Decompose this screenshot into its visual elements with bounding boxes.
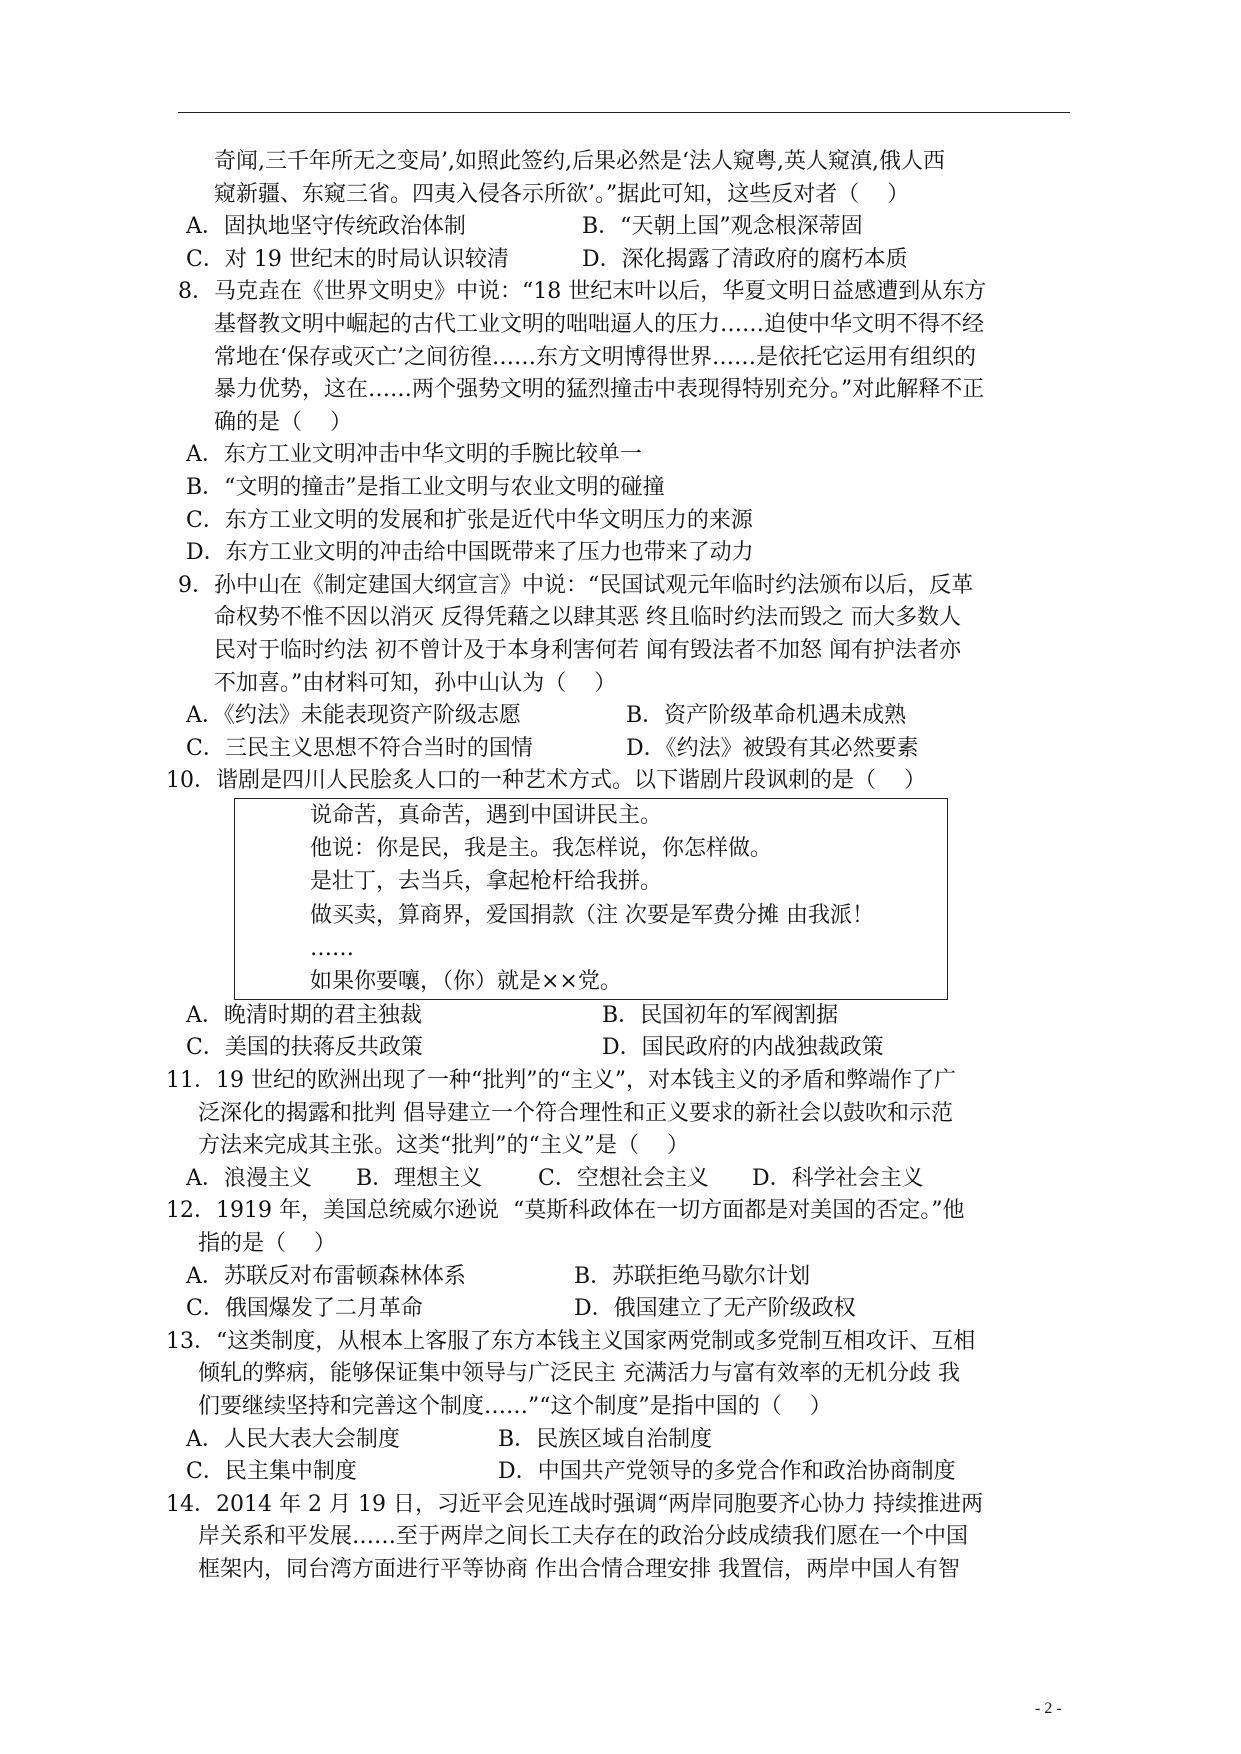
text-line: 们要继续坚持和完善这个制度……”“这个制度”是指中国的（ ） xyxy=(198,1394,832,1419)
exam-page xyxy=(166,146,1078,1587)
option-d: D．国民政府的内战独裁政策 xyxy=(602,1035,884,1061)
text-line: 暴力优势，这在……两个强势文明的猛烈撞击中表现得特别充分。”对此解释不正 xyxy=(214,377,985,403)
option-d: D．深化揭露了清政府的腐朽本质 xyxy=(582,246,908,272)
quote-line: 他说：你是民，我是主。我怎样说，你怎样做。 xyxy=(310,836,773,862)
question-stem: 10．谐剧是四川人民脍炙人口的一种艺术方式。以下谐剧片段讽刺的是（ ） xyxy=(166,768,926,794)
options-row xyxy=(178,211,1078,244)
page-number: - 2 - xyxy=(1035,1700,1062,1717)
text-line: 方法来完成其主张。这类“批判”的“主义”是（ ） xyxy=(198,1133,689,1159)
options-row xyxy=(178,1163,1078,1196)
question-stem: 11．19 世纪的欧洲出现了一种“批判”的“主义”，对本钱主义的矛盾和弊端作了广 xyxy=(166,1068,956,1094)
question-stem: 12．1919 年，美国总统威尔逊说 “莫斯科政体在一切方面都是对美国的否定。”他 xyxy=(166,1198,965,1224)
options-row xyxy=(178,1424,1078,1457)
question-stem: 8．马克垚在《世界文明史》中说：“18 世纪末叶以后，华夏文明日益感遭到从东方 xyxy=(178,279,987,305)
option-d: D．《约法》被毁有其必然要素 xyxy=(626,735,919,761)
option-c: C．空想社会主义 xyxy=(538,1165,709,1191)
option-c: C．美国的扶蒋反共政策 xyxy=(186,1035,423,1061)
options-row xyxy=(178,1456,1078,1489)
options-row xyxy=(178,1293,1078,1326)
question-12 xyxy=(166,1195,1078,1325)
text-line: 窥新疆、东窥三省。四夷入侵各示所欲’。”据此可知，这些反对者（ ） xyxy=(214,181,910,207)
option-d: D．中国共产党领导的多党合作和政治协商制度 xyxy=(498,1459,956,1485)
question-13 xyxy=(166,1326,1078,1489)
option-d: D．东方工业文明的冲击给中国既带来了压力也带来了动力 xyxy=(186,540,754,566)
question-stem: 13．“这类制度，从根本上客服了东方本钱主义国家两党制或多党制互相攻讦、互相 xyxy=(166,1328,976,1354)
options-row xyxy=(178,733,1078,766)
text-line: 确的是（ ） xyxy=(214,409,352,435)
options-row xyxy=(178,700,1078,733)
question-14 xyxy=(166,1489,1078,1587)
text-line: 岸关系和平发展……至于两岸之间长工夫存在的政治分歧成绩我们愿在一个中国 xyxy=(198,1524,969,1550)
option-d: D．俄国建立了无产阶级政权 xyxy=(574,1296,856,1322)
text-line: 框架内，同台湾方面进行平等协商 作出合情合理安排 我置信，两岸中国人有智 xyxy=(198,1556,960,1582)
quote-line: …… xyxy=(310,936,354,962)
option-b: B．苏联拒绝马歇尔计划 xyxy=(574,1263,811,1289)
option-a: A．人民大表大会制度 xyxy=(186,1426,400,1452)
option-a: A．固执地坚守传统政治体制 xyxy=(186,214,466,240)
text-line: 奇闻,三千年所无之变局’,如照此签约,后果必然是‘法人窥粤,英人窥滇,俄人西 xyxy=(214,149,945,174)
option-d: D．科学社会主义 xyxy=(752,1165,924,1191)
question-11 xyxy=(166,1065,1078,1195)
question-8 xyxy=(178,276,1078,569)
options-row xyxy=(178,1032,1078,1065)
text-line: 民对于临时约法 初不曾计及于本身利害何若 闻有毁法者不加怒 闻有护法者亦 xyxy=(214,637,961,663)
text-line: 倾轧的弊病，能够保证集中领导与广泛民主 充满活力与富有效率的无机分歧 我 xyxy=(198,1361,960,1387)
options-row xyxy=(178,244,1078,277)
option-b: B．民族区域自治制度 xyxy=(498,1426,713,1452)
option-b: B．“天朝上国”观念根深蒂固 xyxy=(582,214,863,240)
options-row xyxy=(178,1261,1078,1294)
text-line: 不加喜。”由材料可知，孙中山认为（ ） xyxy=(214,670,617,696)
question-9 xyxy=(178,570,1078,766)
q7-continuation xyxy=(178,146,1078,276)
text-line: 基督教文明中崛起的古代工业文明的咄咄逼人的压力……迫使中华文明不得不经 xyxy=(214,311,985,337)
question-10 xyxy=(166,765,1078,1065)
header-rule xyxy=(178,112,1070,113)
option-a: A．苏联反对布雷顿森林体系 xyxy=(186,1263,466,1289)
text-line: 指的是（ ） xyxy=(198,1231,336,1257)
quote-box xyxy=(234,798,948,1000)
quote-line: 做买卖，算商界，爱国捐款（注 次要是军费分摊 由我派！ xyxy=(310,902,874,928)
option-c: C．三民主义思想不符合当时的国情 xyxy=(186,735,533,761)
question-stem: 14．2014 年 2 月 19 日，习近平会见连战时强调“两岸同胞要齐心协力 持续推进两 xyxy=(166,1491,984,1517)
option-a: A．东方工业文明冲击中华文明的手腕比较单一 xyxy=(186,442,642,468)
option-b: B．理想主义 xyxy=(356,1165,483,1191)
option-c: C．民主集中制度 xyxy=(186,1459,357,1485)
option-a: A．《约法》未能表现资产阶级志愿 xyxy=(186,703,521,729)
option-b: B．资产阶级革命机遇未成熟 xyxy=(626,703,907,729)
option-c: C．东方工业文明的发展和扩张是近代中华文明压力的来源 xyxy=(186,507,753,533)
text-line: 泛深化的揭露和批判 倡导建立一个符合理性和正义要求的新社会以鼓吹和示范 xyxy=(198,1100,953,1126)
quote-line: 是壮丁，去当兵，拿起枪杆给我拼。 xyxy=(310,869,663,895)
option-b: B．民国初年的军阀割据 xyxy=(602,1002,839,1028)
option-a: A．晚清时期的君主独裁 xyxy=(186,1002,422,1028)
option-a: A．浪漫主义 xyxy=(186,1165,312,1191)
text-line: 常地在‘保存或灭亡’之间彷徨……东方文明博得世界……是依托它运用有组织的 xyxy=(214,344,976,370)
option-c: C．俄国爆发了二月革命 xyxy=(186,1296,423,1322)
question-stem: 9．孙中山在《制定建国大纲宣言》中说：“民国试观元年临时约法颁布以后，反革 xyxy=(178,572,974,598)
option-b: B．“文明的撞击”是指工业文明与农业文明的碰撞 xyxy=(186,474,665,500)
quote-line: 如果你要嚷，（你）就是××党。 xyxy=(310,969,622,995)
options-row xyxy=(178,1000,1078,1033)
text-line: 命权势不惟不因以消灭 反得凭藉之以肆其恶 终且临时约法而毁之 而大多数人 xyxy=(214,605,961,631)
option-c: C．对 19 世纪末的时局认识较清 xyxy=(186,246,509,272)
quote-line: 说命苦，真命苦，遇到中国讲民主。 xyxy=(310,802,663,828)
